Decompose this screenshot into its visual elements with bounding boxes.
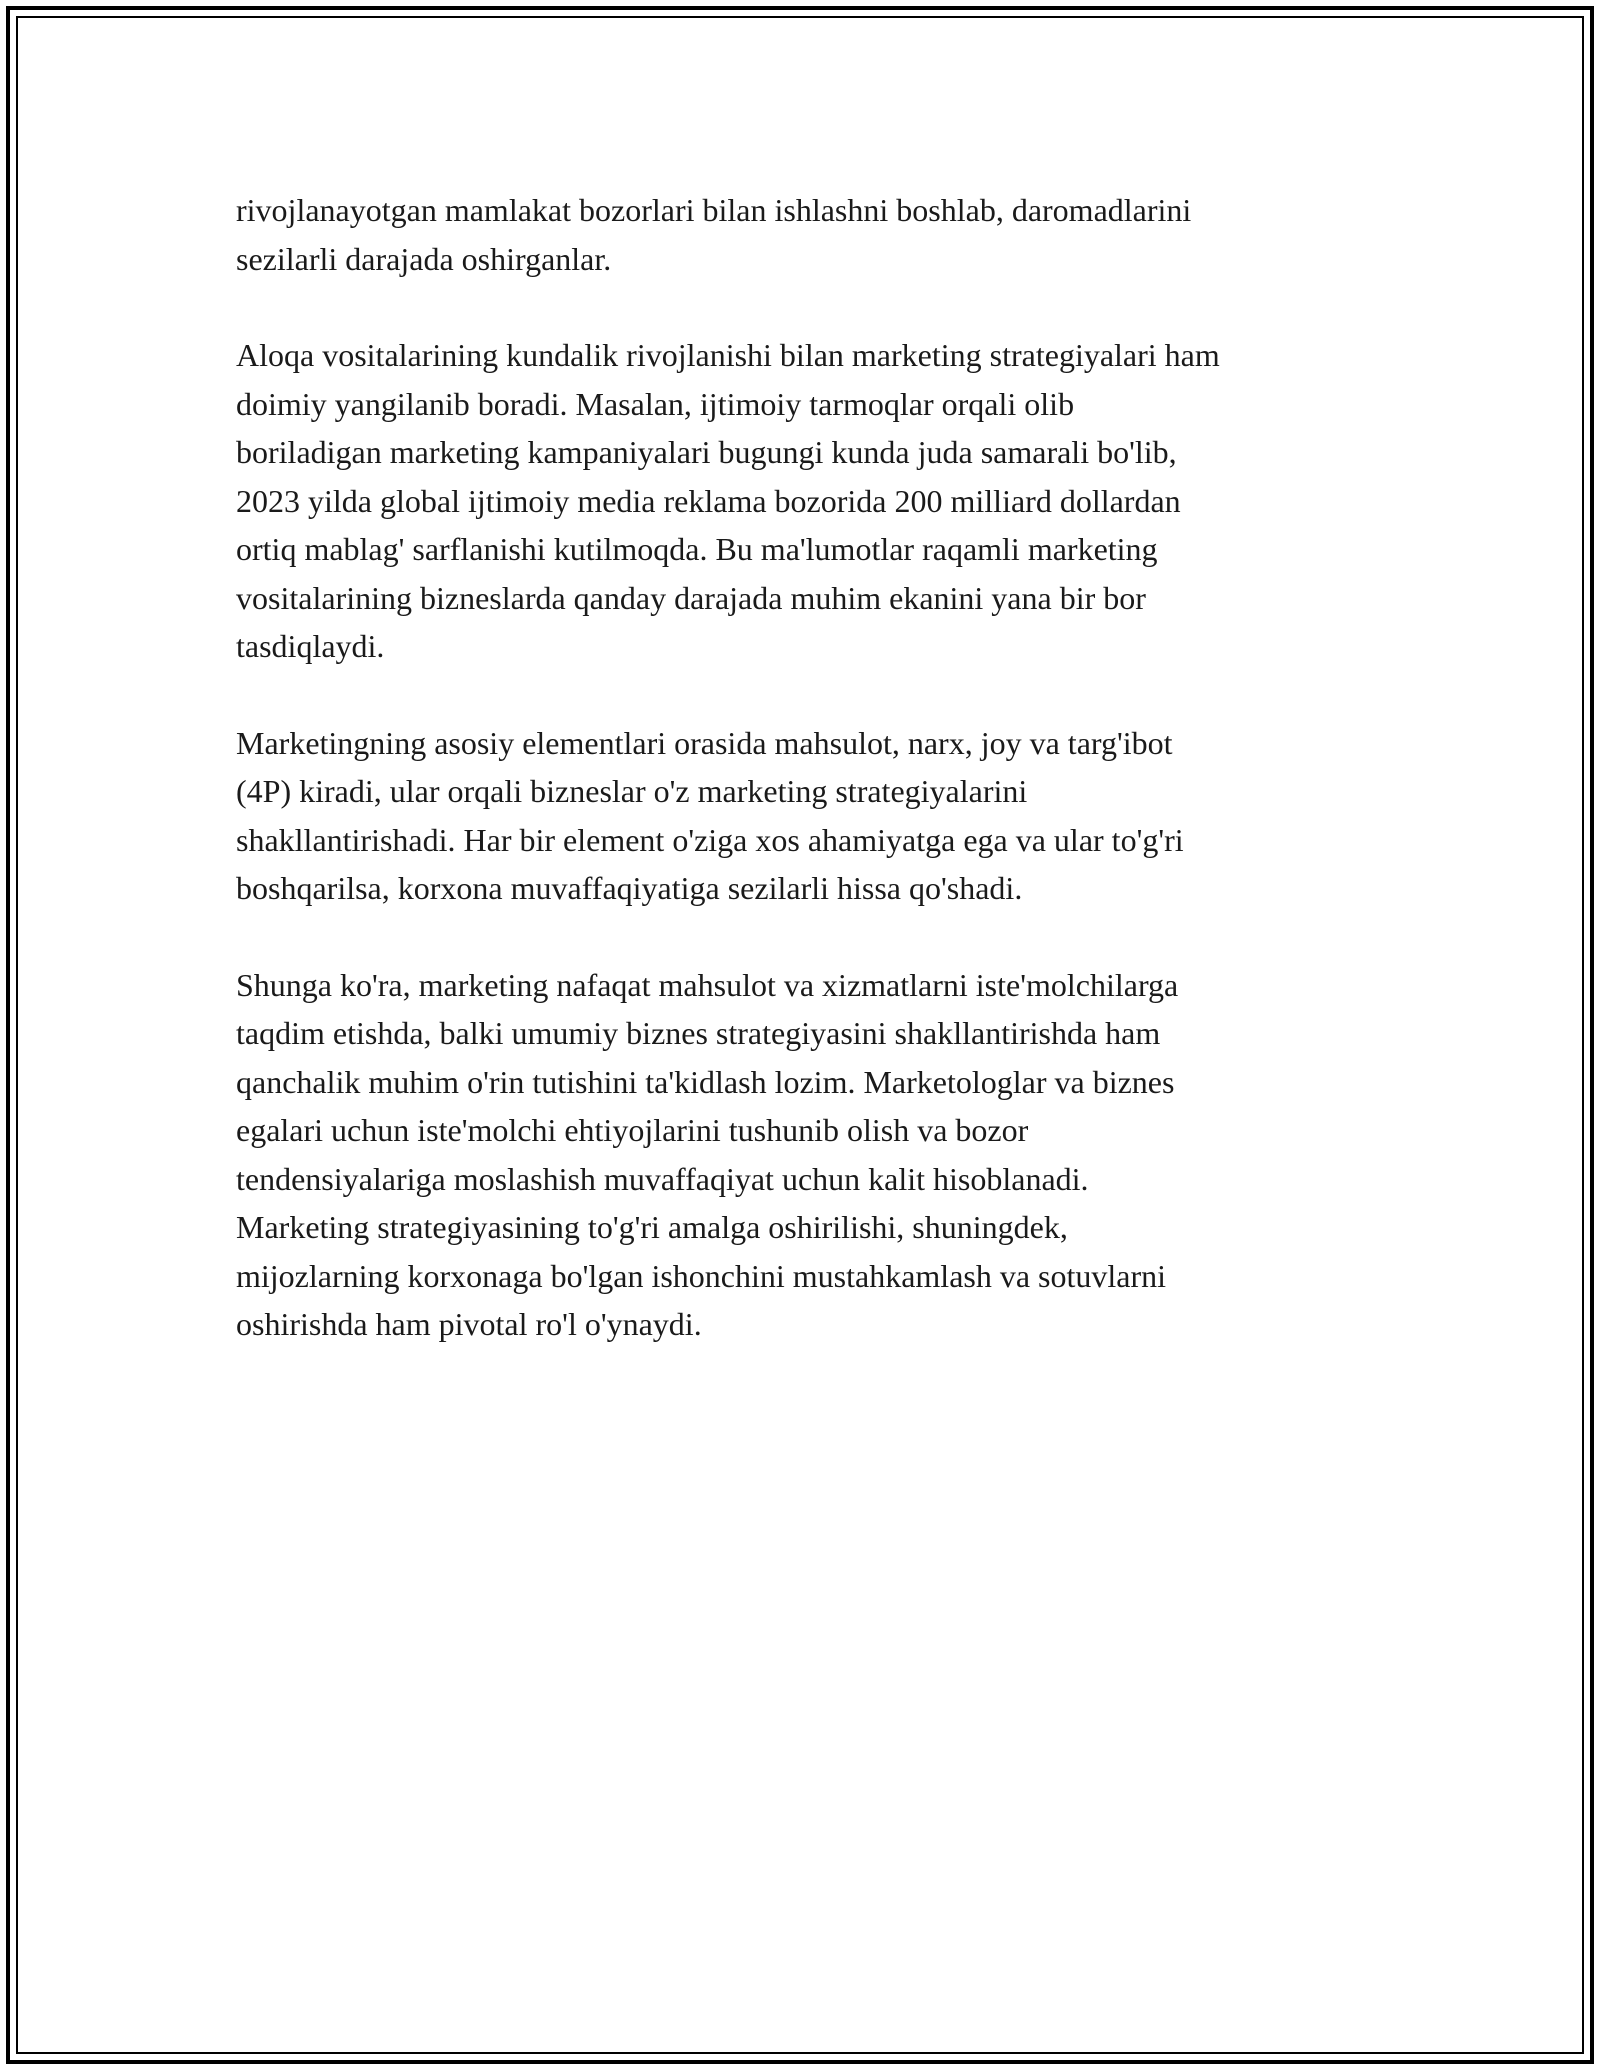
paragraph-1: rivojlanayotgan mamlakat bozorlari bilan ishlashni boshlab, daromadlarini sezilarli darajada oshirganlar. [236,192,1192,277]
document-body [236,186,1416,1397]
paragraph-3: Marketingning asosiy elementlari orasida mahsulot, narx, joy va targ'ibot (4P) kiradi, ular orqali bizneslar o'z marketing strategiyalarini shakllantirishadi. Har bir element o'ziga xos ahamiyatga ega va ular to'g'ri boshqarilsa, korxona muvaffaqiyatiga sezilarli hissa qo'shadi. [236,724,1184,906]
paragraph-4: Shunga ko'ra, marketing nafaqat mahsulot va xizmatlarni iste'molchilarga taqdim etishda, balki umumiy biznes strategiyasini shakllantirishda ham qanchalik muhim o'rin tutishini ta'kidlash lozim. Marketologlar va biznes egalari uchun iste'molchi ehtiyojlarini tushunib olish va bozor tendensiyalariga moslashish muvaffaqiyat uchun kalit hisoblanadi. Marketing strategiyasining to'g'ri amalga oshirilishi, shuningdek, mijozlarning korxonaga bo'lgan ishonchini mustahkamlash va sotuvlarni oshirishda ham pivotal ro'l o'ynaydi. [236,966,1179,1342]
paragraph-2: Aloqa vositalarining kundalik rivojlanishi bilan marketing strategiyalari ham doimiy yangilanib boradi. Masalan, ijtimoiy tarmoqlar orqali olib boriladigan marketing kampaniyalari bugungi kunda juda samarali bo'lib, 2023 yilda global ijtimoiy media reklama bozorida 200 milliard dollardan ortiq mablag' sarflanishi kutilmoqda. Bu ma'lumotlar raqamli marketing vositalarining bizneslarda qanday darajada muhim ekanini yana bir bor tasdiqlaydi. [236,337,1220,664]
